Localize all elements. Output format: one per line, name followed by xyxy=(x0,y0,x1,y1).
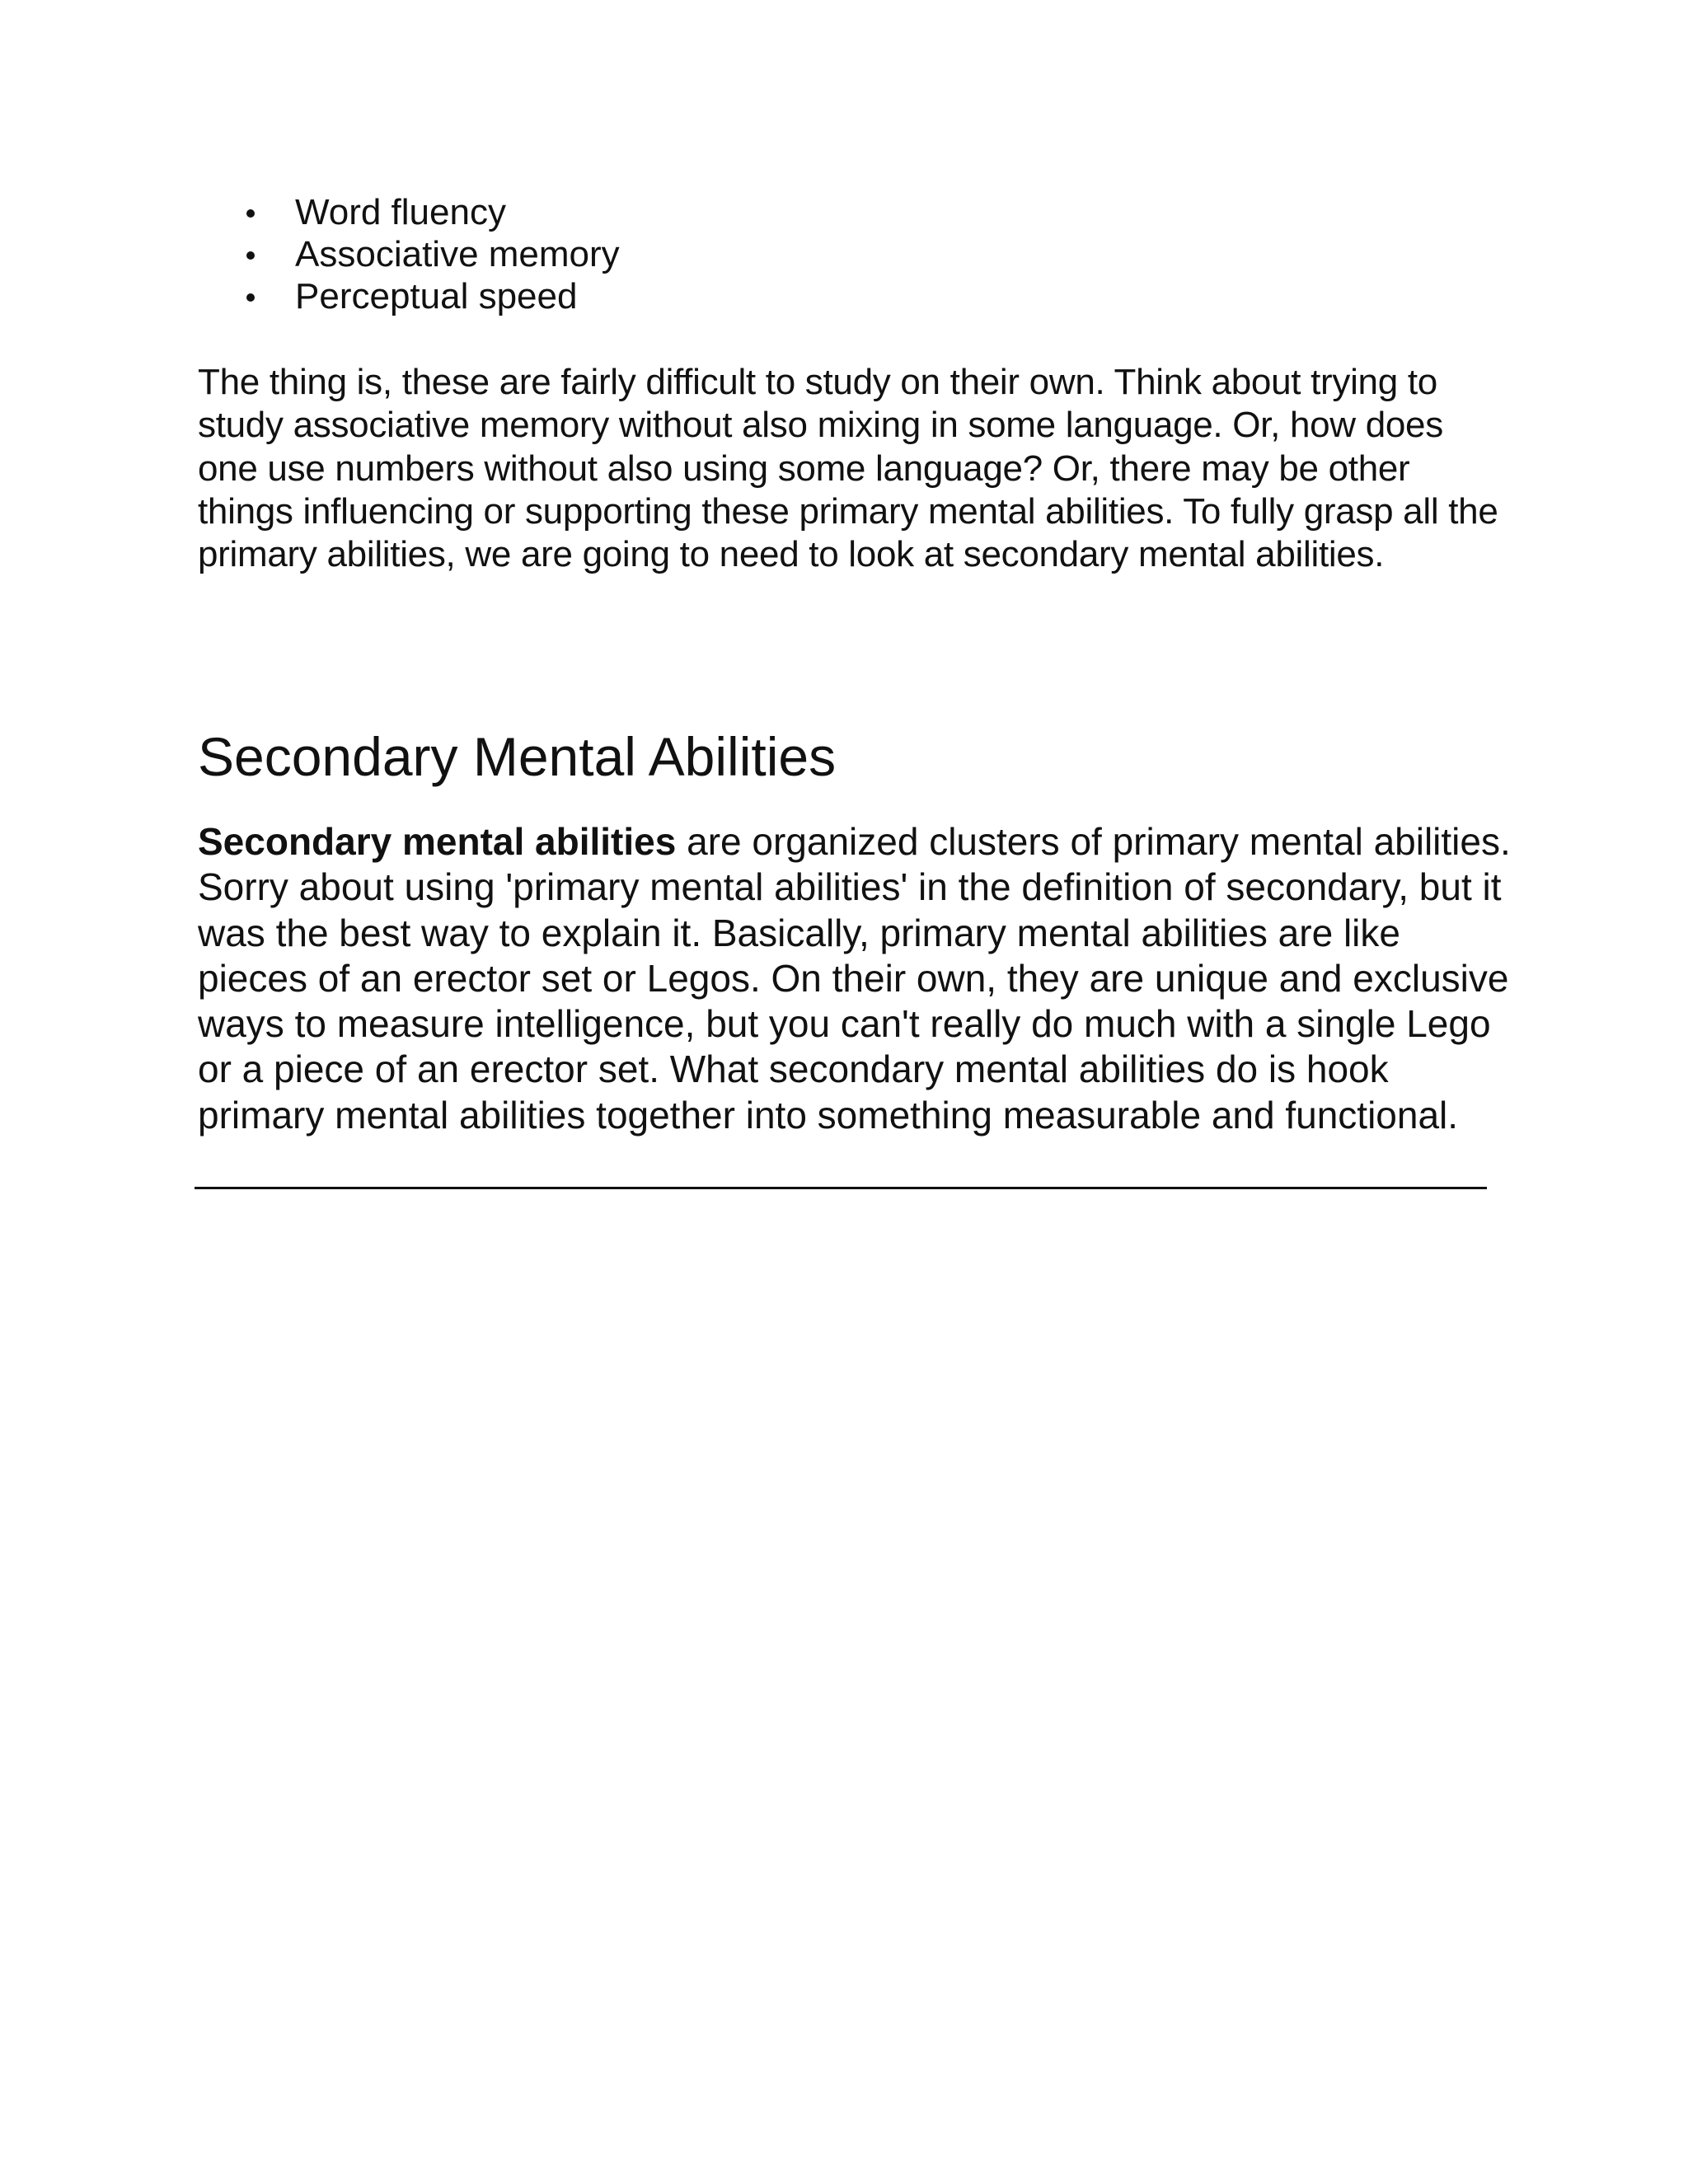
body-paragraph: The thing is, these are fairly difficult to study on their own. Think about trying to study associative memory without also mixing in some language. Or, how does one use numbers without also using some language? Or, there may be other things influencing or supporting these primary mental abilities. To fully grasp all the primary abilities, we are going to need to look at secondary mental abilities. xyxy=(198,362,1498,575)
bullet-icon xyxy=(246,251,255,260)
definition-text: are organized clusters of primary mental abilities. Sorry about using 'primary mental abilities' in the definition of secondary, but it was the best way to explain it. Basically, primary mental abilities are like pieces of an erector set or Legos. On their own, they are unique and exclusive ways to measure intelligence, but you can't really do much with a single Lego or a piece of an erector set. What secondary mental abilities do is hook primary mental abilities together into something measurable and functional. xyxy=(198,820,1511,1137)
horizontal-rule xyxy=(195,1187,1487,1189)
bullet-text: Word fluency xyxy=(295,192,506,232)
bullet-icon xyxy=(246,209,255,218)
bullet-list xyxy=(198,191,620,317)
bullet-text: Perceptual speed xyxy=(295,276,578,316)
bullet-text: Associative memory xyxy=(295,234,620,274)
section-heading: Secondary Mental Abilities xyxy=(198,726,837,787)
defined-term: Secondary mental abilities xyxy=(198,820,677,863)
bullet-item xyxy=(198,275,620,317)
bullet-item xyxy=(198,233,620,275)
bullet-icon xyxy=(246,293,255,302)
definition-paragraph xyxy=(198,819,1517,1138)
bullet-item xyxy=(198,191,620,233)
